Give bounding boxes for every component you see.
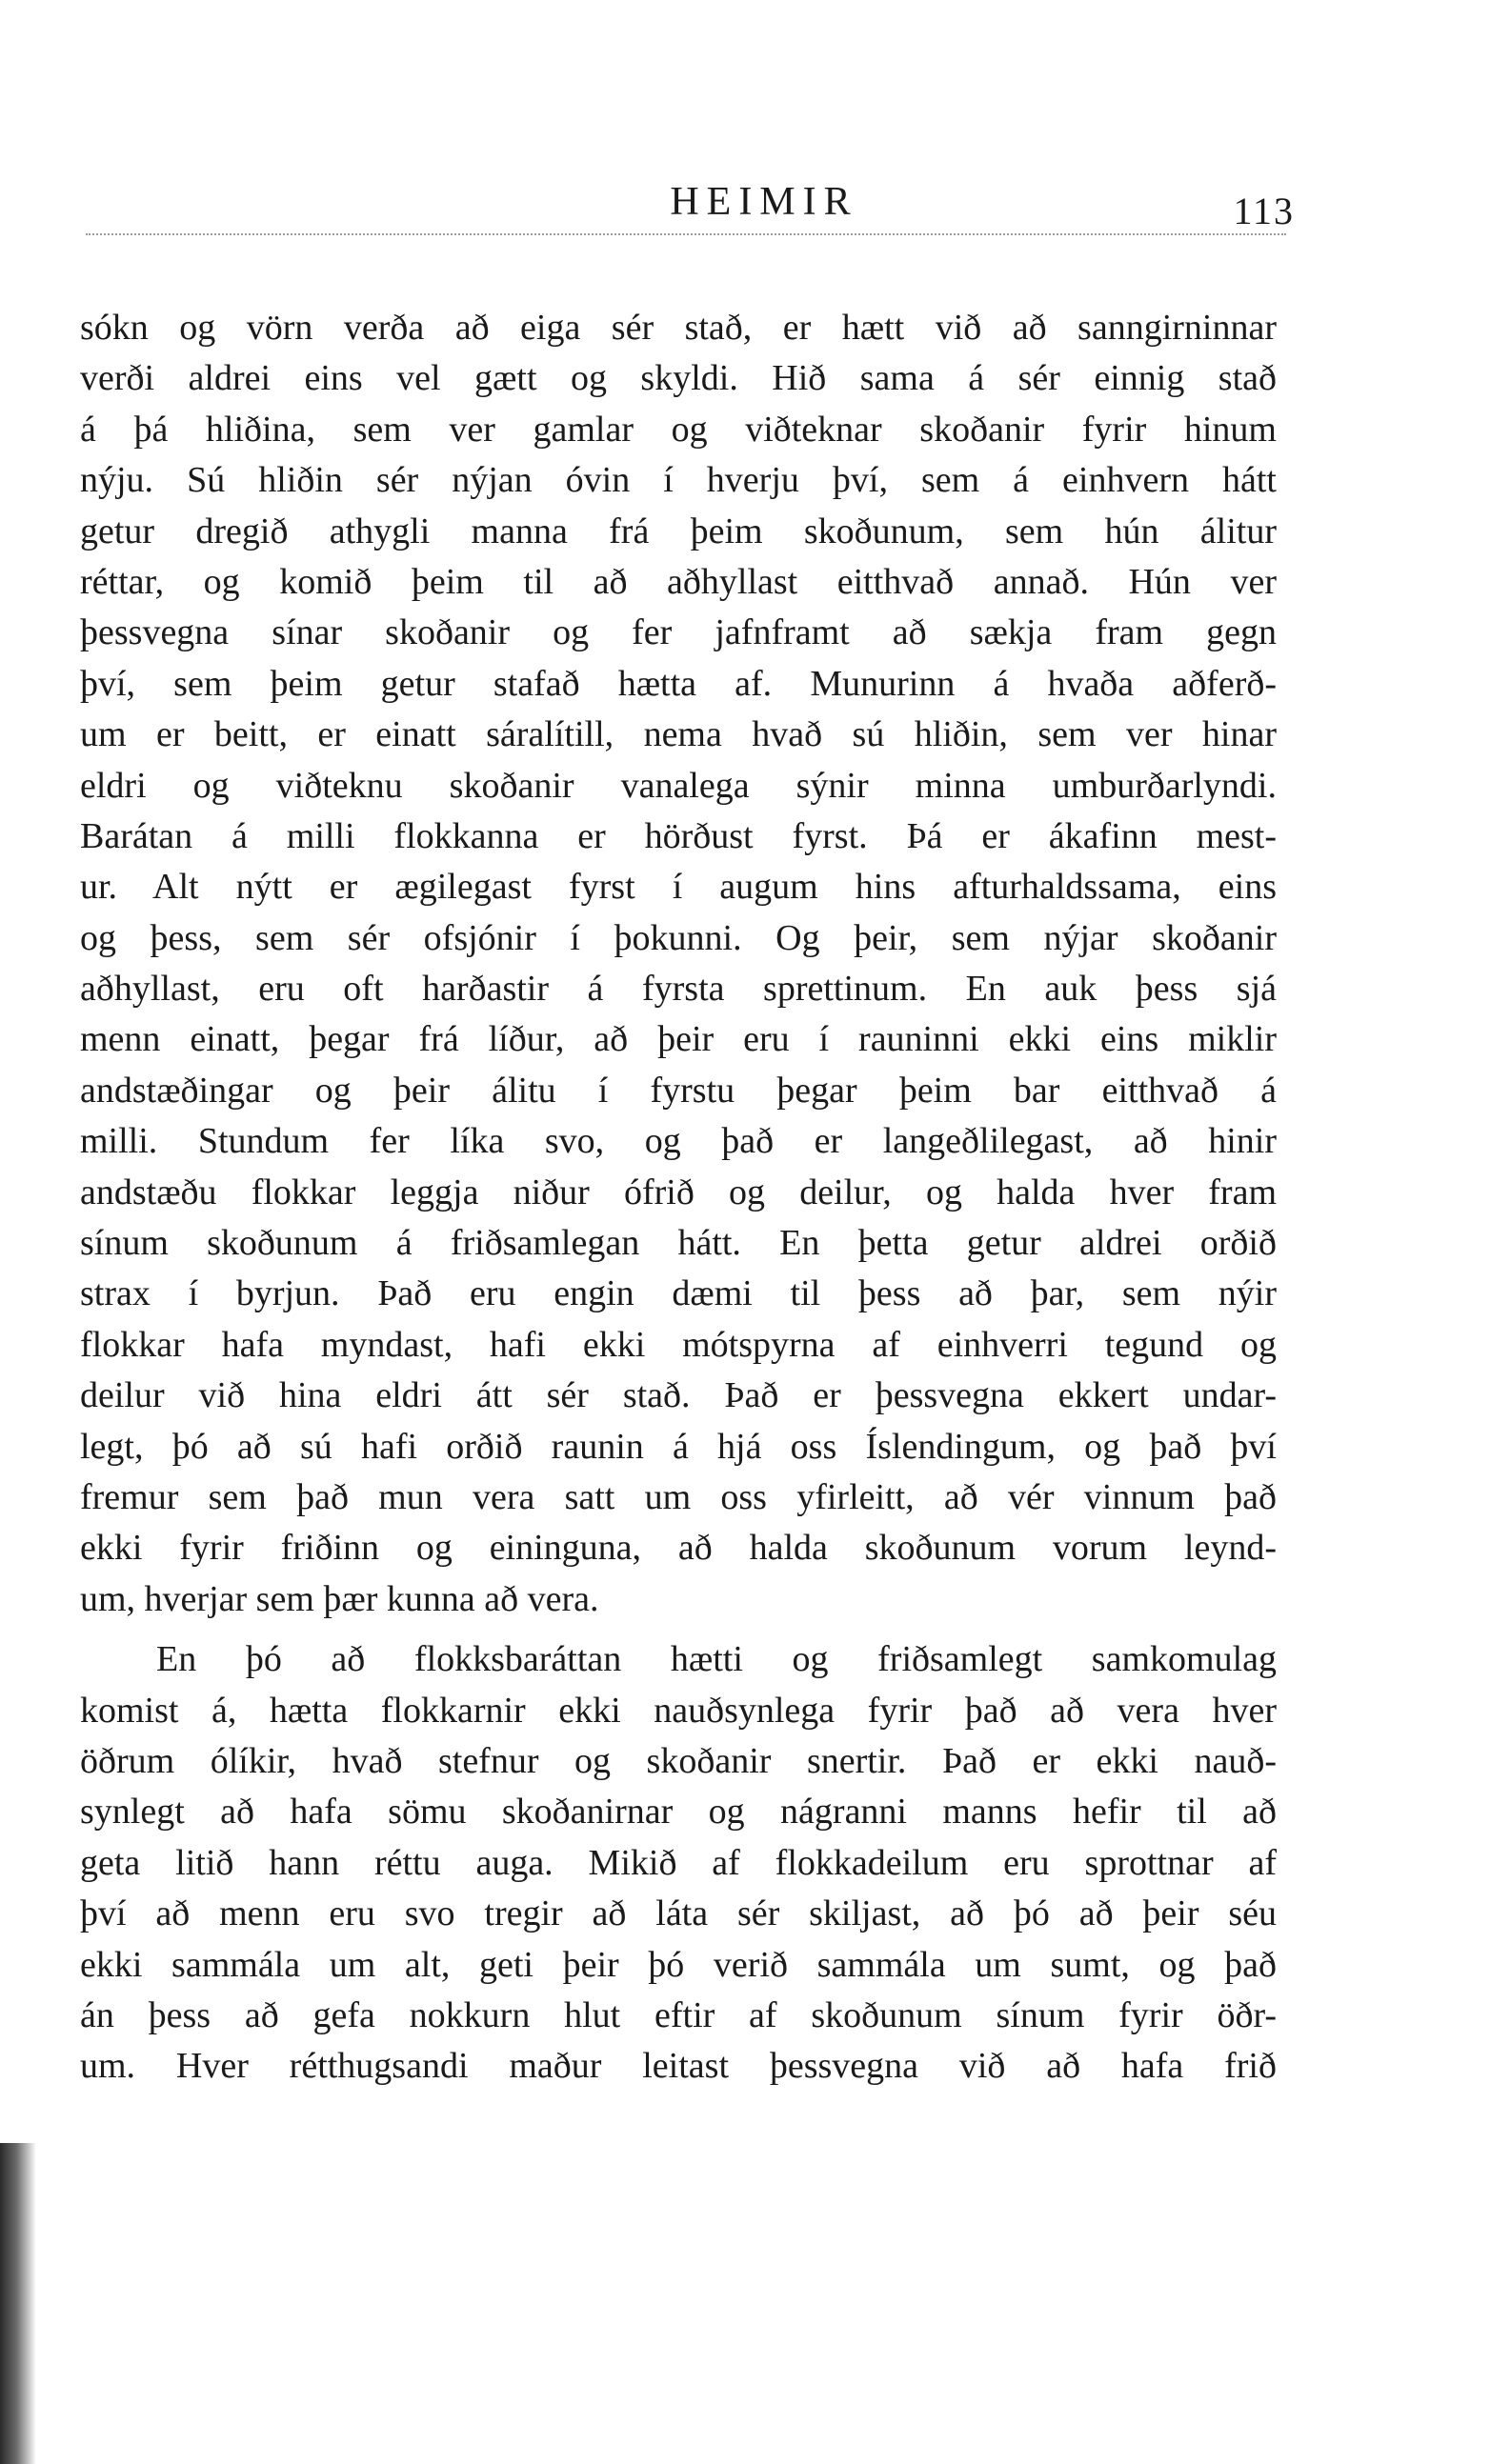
text-line: andstæðu flokkar leggja niður ófrið og deilur, og halda hver fram: [80, 1172, 1277, 1212]
text-line: nýju. Sú hliðin sér nýjan óvin í hverju því, sem á einhvern hátt: [80, 460, 1277, 501]
body-text: [80, 303, 1277, 2093]
text-line: menn einatt, þegar frá líður, að þeir eru í rauninni ekki eins miklir: [80, 1019, 1277, 1060]
paragraph: [80, 303, 1277, 1625]
text-line: geta litið hann réttu auga. Mikið af flokkadeilum eru sprottnar af: [80, 1842, 1277, 1883]
text-line: sínum skoðunum á friðsamlegan hátt. En þetta getur aldrei orðið: [80, 1223, 1277, 1264]
running-title: HEIMIR: [670, 180, 858, 224]
text-line: komist á, hætta flokkarnir ekki nauðsynlega fyrir það að vera hver: [80, 1690, 1277, 1731]
text-line: milli. Stundum fer líka svo, og það er langeðlilegast, að hinir: [80, 1121, 1277, 1162]
text-line: ekki fyrir friðinn og eininguna, að halda skoðunum vorum leynd-: [80, 1528, 1277, 1569]
text-line: deilur við hina eldri átt sér stað. Það er þessvegna ekkert undar-: [80, 1375, 1277, 1416]
text-line: Barátan á milli flokkanna er hörðust fyrst. Þá er ákafinn mest-: [80, 815, 1277, 856]
text-line: strax í byrjun. Það eru engin dæmi til þess að þar, sem nýir: [80, 1273, 1277, 1314]
text-line: fremur sem það mun vera satt um oss yfirleitt, að vér vinnum það: [80, 1476, 1277, 1517]
text-line: sókn og vörn verða að eiga sér stað, er hætt við að sanngirninnar: [80, 308, 1277, 348]
text-line: því, sem þeim getur stafað hætta af. Munurinn á hvaða aðferð-: [80, 663, 1277, 704]
text-line: um, hverjar sem þær kunna að vera.: [80, 1578, 599, 1619]
text-line: ur. Alt nýtt er ægilegast fyrst í augum hins afturhaldssama, eins: [80, 867, 1277, 908]
paragraph: [80, 1634, 1277, 2093]
text-line: og þess, sem sér ofsjónir í þokunni. Og þeir, sem nýjar skoðanir: [80, 917, 1277, 958]
text-line: öðrum ólíkir, hvað stefnur og skoðanir snertir. Það er ekki nauð-: [80, 1740, 1277, 1781]
text-line: réttar, og komið þeim til að aðhyllast eitthvað annað. Hún ver: [80, 561, 1277, 602]
header-rule: [86, 233, 1286, 235]
text-line: eldri og viðteknu skoðanir vanalega sýnir minna umburðarlyndi.: [80, 765, 1277, 806]
text-line: En þó að flokksbaráttan hætti og friðsamlegt samkomulag: [156, 1639, 1277, 1680]
text-line: án þess að gefa nokkurn hlut eftir af skoðunum sínum fyrir öðr-: [80, 1994, 1277, 2035]
text-line: legt, þó að sú hafi orðið raunin á hjá oss Íslendingum, og það því: [80, 1426, 1277, 1467]
text-line: um. Hver rétthugsandi maður leitast þessvegna við að hafa frið: [80, 2046, 1277, 2087]
text-line: verði aldrei eins vel gætt og skyldi. Hið sama á sér einnig stað: [80, 358, 1277, 399]
text-line: því að menn eru svo tregir að láta sér skiljast, að þó að þeir séu: [80, 1893, 1277, 1934]
text-line: þessvegna sínar skoðanir og fer jafnframt að sækja fram gegn: [80, 612, 1277, 653]
text-line: flokkar hafa myndast, hafi ekki mótspyrna af einhverri tegund og: [80, 1324, 1277, 1365]
page-header: [0, 179, 1490, 236]
text-line: um er beitt, er einatt sáralítill, nema hvað sú hliðin, sem ver hinar: [80, 714, 1277, 755]
text-line: á þá hliðina, sem ver gamlar og viðteknar skoðanir fyrir hinum: [80, 409, 1277, 450]
text-line: andstæðingar og þeir álitu í fyrstu þegar þeim bar eitthvað á: [80, 1070, 1277, 1111]
text-line: aðhyllast, eru oft harðastir á fyrsta sprettinum. En auk þess sjá: [80, 969, 1277, 1010]
text-line: getur dregið athygli manna frá þeim skoðunum, sem hún álitur: [80, 511, 1277, 551]
page-number: 113: [1233, 190, 1295, 232]
text-line: synlegt að hafa sömu skoðanirnar og nágranni manns hefir til að: [80, 1792, 1277, 1833]
page-edge-shadow: [0, 2143, 36, 2464]
text-line: ekki sammála um alt, geti þeir þó verið sammála um sumt, og það: [80, 1944, 1277, 1985]
paragraph-gap: [80, 1625, 1277, 1634]
